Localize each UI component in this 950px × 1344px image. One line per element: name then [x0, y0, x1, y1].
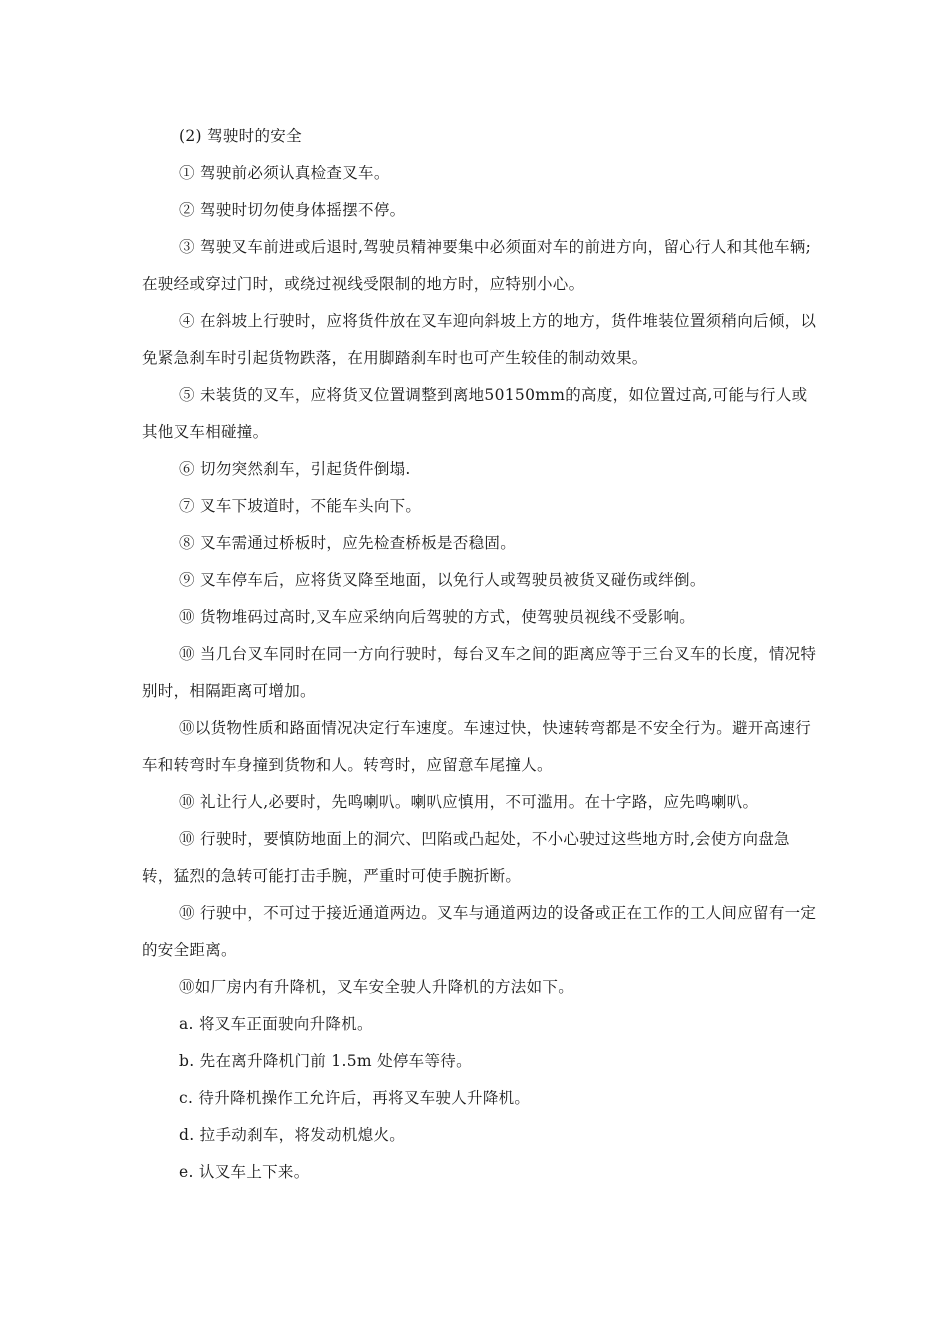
paragraph-8: ⑧ 叉车需通过桥板时，应先检查桥板是否稳固。: [179, 534, 517, 552]
paragraph-14: ⑩ 行驶时，要慎防地面上的洞穴、凹陷或凸起处，不小心驶过这些地方时,会使方向盘急转，猛烈的急转可能打击手腕，严重时可使手腕折断。: [142, 830, 790, 885]
list-item-a: a. 将叉车正面驶向升降机。: [179, 1015, 373, 1033]
paragraph-7: ⑦ 叉车下坡道时，不能车头向下。: [179, 497, 422, 515]
paragraph-3: ③ 驾驶叉车前进或后退时,驾驶员精神要集中必须面对车的前进方向，留心行人和其他车辆;在驶经或穿过门时，或绕过视线受限制的地方时，应特别小心。: [142, 238, 812, 293]
paragraph-2: ② 驾驶时切勿使身体摇摆不停。: [179, 201, 406, 219]
list-item-e: e. 认叉车上下来。: [179, 1163, 310, 1181]
document-body: [142, 118, 818, 1191]
paragraph-11: ⑩ 当几台叉车同时在同一方向行驶时，每台叉车之间的距离应等于三台叉车的长度，情况特别时，相隔距离可增加。: [142, 645, 817, 700]
list-item-c: c. 待升降机操作工允许后，再将叉车驶人升降机。: [179, 1089, 531, 1107]
paragraph-10: ⑩ 货物堆码过高时,叉车应采纳向后驾驶的方式，使驾驶员视线不受影响。: [179, 608, 696, 626]
paragraph-16: ⑩如厂房内有升降机，叉车安全驶人升降机的方法如下。: [179, 978, 575, 996]
list-item-b: b. 先在离升降机门前 1.5m 处停车等待。: [179, 1052, 472, 1070]
paragraph-13: ⑩ 礼让行人,必要时，先鸣喇叭。喇叭应慎用，不可滥用。在十字路，应先鸣喇叭。: [179, 793, 759, 811]
paragraph-1: ① 驾驶前必须认真检查叉车。: [179, 164, 390, 182]
paragraph-12: ⑩以货物性质和路面情况决定行车速度。车速过快，快速转弯都是不安全行为。避开高速行车和转弯时车身撞到货物和人。转弯时，应留意车尾撞人。: [142, 719, 812, 774]
paragraph-5: ⑤ 未装货的叉车，应将货叉位置调整到离地50150mm的高度，如位置过高,可能与行人或其他叉车相碰撞。: [142, 386, 808, 441]
paragraph-9: ⑨ 叉车停车后，应将货叉降至地面，以免行人或驾驶员被货叉碰伤或绊倒。: [179, 571, 706, 589]
section-heading: (2) 驾驶时的安全: [179, 127, 302, 145]
paragraph-4: ④ 在斜坡上行驶时，应将货件放在叉车迎向斜坡上方的地方，货件堆装位置须稍向后倾，以免紧急刹车时引起货物跌落，在用脚踏刹车时也可产生较佳的制动效果。: [142, 312, 817, 367]
paragraph-15: ⑩ 行驶中，不可过于接近通道两边。叉车与通道两边的设备或正在工作的工人间应留有一定的安全距离。: [142, 904, 817, 959]
list-item-d: d. 拉手动刹车，将发动机熄火。: [179, 1126, 406, 1144]
paragraph-6: ⑥ 切勿突然刹车，引起货件倒塌.: [179, 460, 411, 478]
